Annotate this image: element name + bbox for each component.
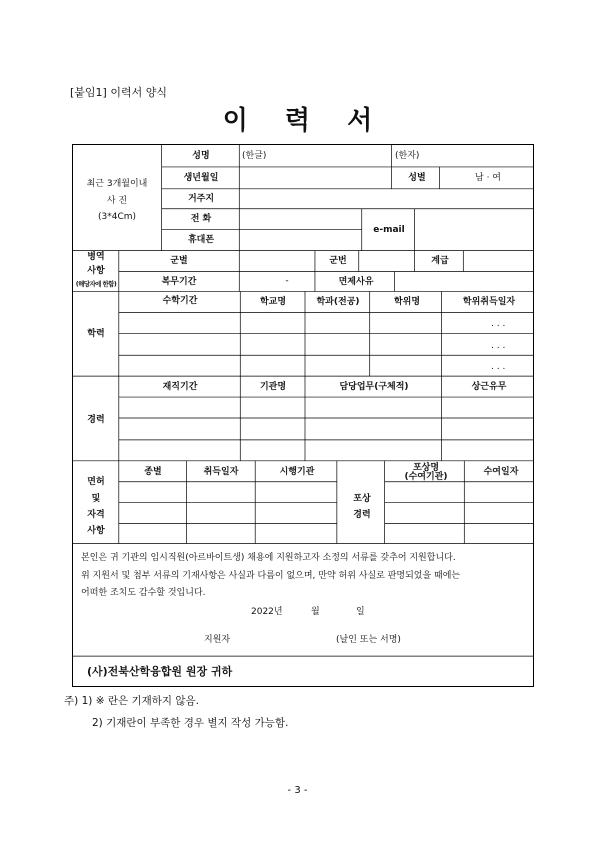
career-header-duty: 담당업무(구체적) xyxy=(339,382,409,392)
edu-date-placeholder: . . . xyxy=(491,341,506,351)
recipient: (사)전북산학융합원 원장 귀하 xyxy=(87,665,233,678)
declaration-line3: 어떠한 조치도 감수할 것입니다. xyxy=(81,588,206,598)
career-header-fulltime: 상근유무 xyxy=(471,382,507,392)
photo-size: (3*4Cm) xyxy=(97,212,137,222)
name-hanja-hint: (한자) xyxy=(395,151,420,161)
exemption-label: 면제사유 xyxy=(338,277,374,287)
military-section-l1: 병역 xyxy=(87,252,105,262)
award-header-name: 포상명 xyxy=(412,463,440,473)
edu-date-placeholder: . . . xyxy=(491,319,506,329)
military-section-l2: 사항 xyxy=(87,266,105,276)
edu-date-placeholder: . . . xyxy=(491,362,506,372)
edu-header-period: 수학기간 xyxy=(162,296,198,306)
license-header-date: 취득일자 xyxy=(203,467,239,477)
gender-options[interactable]: 남 · 여 xyxy=(475,173,501,183)
military-number-label: 군번 xyxy=(329,256,347,266)
date-month: 월 xyxy=(311,607,320,617)
license-header-type: 종별 xyxy=(144,467,162,477)
name-label: 성명 xyxy=(192,151,210,161)
license-section-l1: 면허 xyxy=(87,477,105,487)
note-2: 2) 기재란이 부족한 경우 별지 작성 가능함. xyxy=(92,717,289,729)
edu-header-school: 학교명 xyxy=(259,297,287,307)
seal-label: (날인 또는 서명) xyxy=(336,635,401,645)
license-section-l2: 및 xyxy=(91,494,101,504)
date-day: 일 xyxy=(356,607,365,617)
email-label: e-mail xyxy=(373,225,405,235)
education-section: 학력 xyxy=(87,329,105,339)
declaration-line2: 위 지원서 및 첨부 서류의 기재사항은 사실과 다름이 없으며, 만약 허위 사실로 판명되었을 때에는 xyxy=(81,571,461,581)
edu-header-major: 학과(전공) xyxy=(316,297,360,307)
career-header-org: 기관명 xyxy=(259,382,287,392)
declaration-line1: 본인은 귀 기관의 임시직원(아르바이트생) 채용에 지원하고자 소정의 서류를 갖추어 지원합니다. xyxy=(81,553,456,563)
photo-guide-line1: 최근 3개월이내 xyxy=(86,179,148,189)
career-section: 경력 xyxy=(87,415,105,425)
date-year: 2022년 xyxy=(251,607,283,617)
award-header-org: (수여기관) xyxy=(404,472,448,482)
page-title: 이 력 서 xyxy=(222,106,387,136)
service-period-separator: - xyxy=(285,276,289,286)
phone-label: 전 화 xyxy=(190,214,212,224)
license-section-l3: 자격 xyxy=(87,510,105,520)
military-type-label: 군별 xyxy=(170,256,188,266)
award-section-l2: 경력 xyxy=(353,510,371,520)
gender-label: 성별 xyxy=(408,173,426,183)
annex-label: [붙임1] 이력서 양식 xyxy=(70,86,167,99)
edu-header-date: 학위취득일자 xyxy=(462,297,516,307)
mobile-label: 휴대폰 xyxy=(187,235,215,245)
edu-header-degree: 학위명 xyxy=(393,297,421,307)
note-1: 주) 1) ※ 란은 기재하지 않음. xyxy=(64,695,199,707)
birth-label: 생년월일 xyxy=(183,173,219,183)
license-header-issuer: 시행기관 xyxy=(279,467,315,477)
award-header-date: 수여일자 xyxy=(483,467,519,477)
photo-guide-line2: 사 진 xyxy=(106,196,128,206)
license-section-l4: 사항 xyxy=(87,526,105,536)
award-section-l1: 포상 xyxy=(353,494,371,504)
resume-form xyxy=(72,144,534,687)
address-label: 거주지 xyxy=(187,194,215,204)
service-period-label: 복무기간 xyxy=(161,277,197,287)
military-rank-label: 계급 xyxy=(431,256,449,266)
form-grid xyxy=(73,145,533,686)
applicant-label: 지원자 xyxy=(204,635,231,645)
career-header-period: 재직기간 xyxy=(162,382,198,392)
page-number: - 3 - xyxy=(287,785,308,796)
military-section-note: (해당자에 한함) xyxy=(75,280,117,288)
name-korean-hint: (한글) xyxy=(242,151,267,161)
